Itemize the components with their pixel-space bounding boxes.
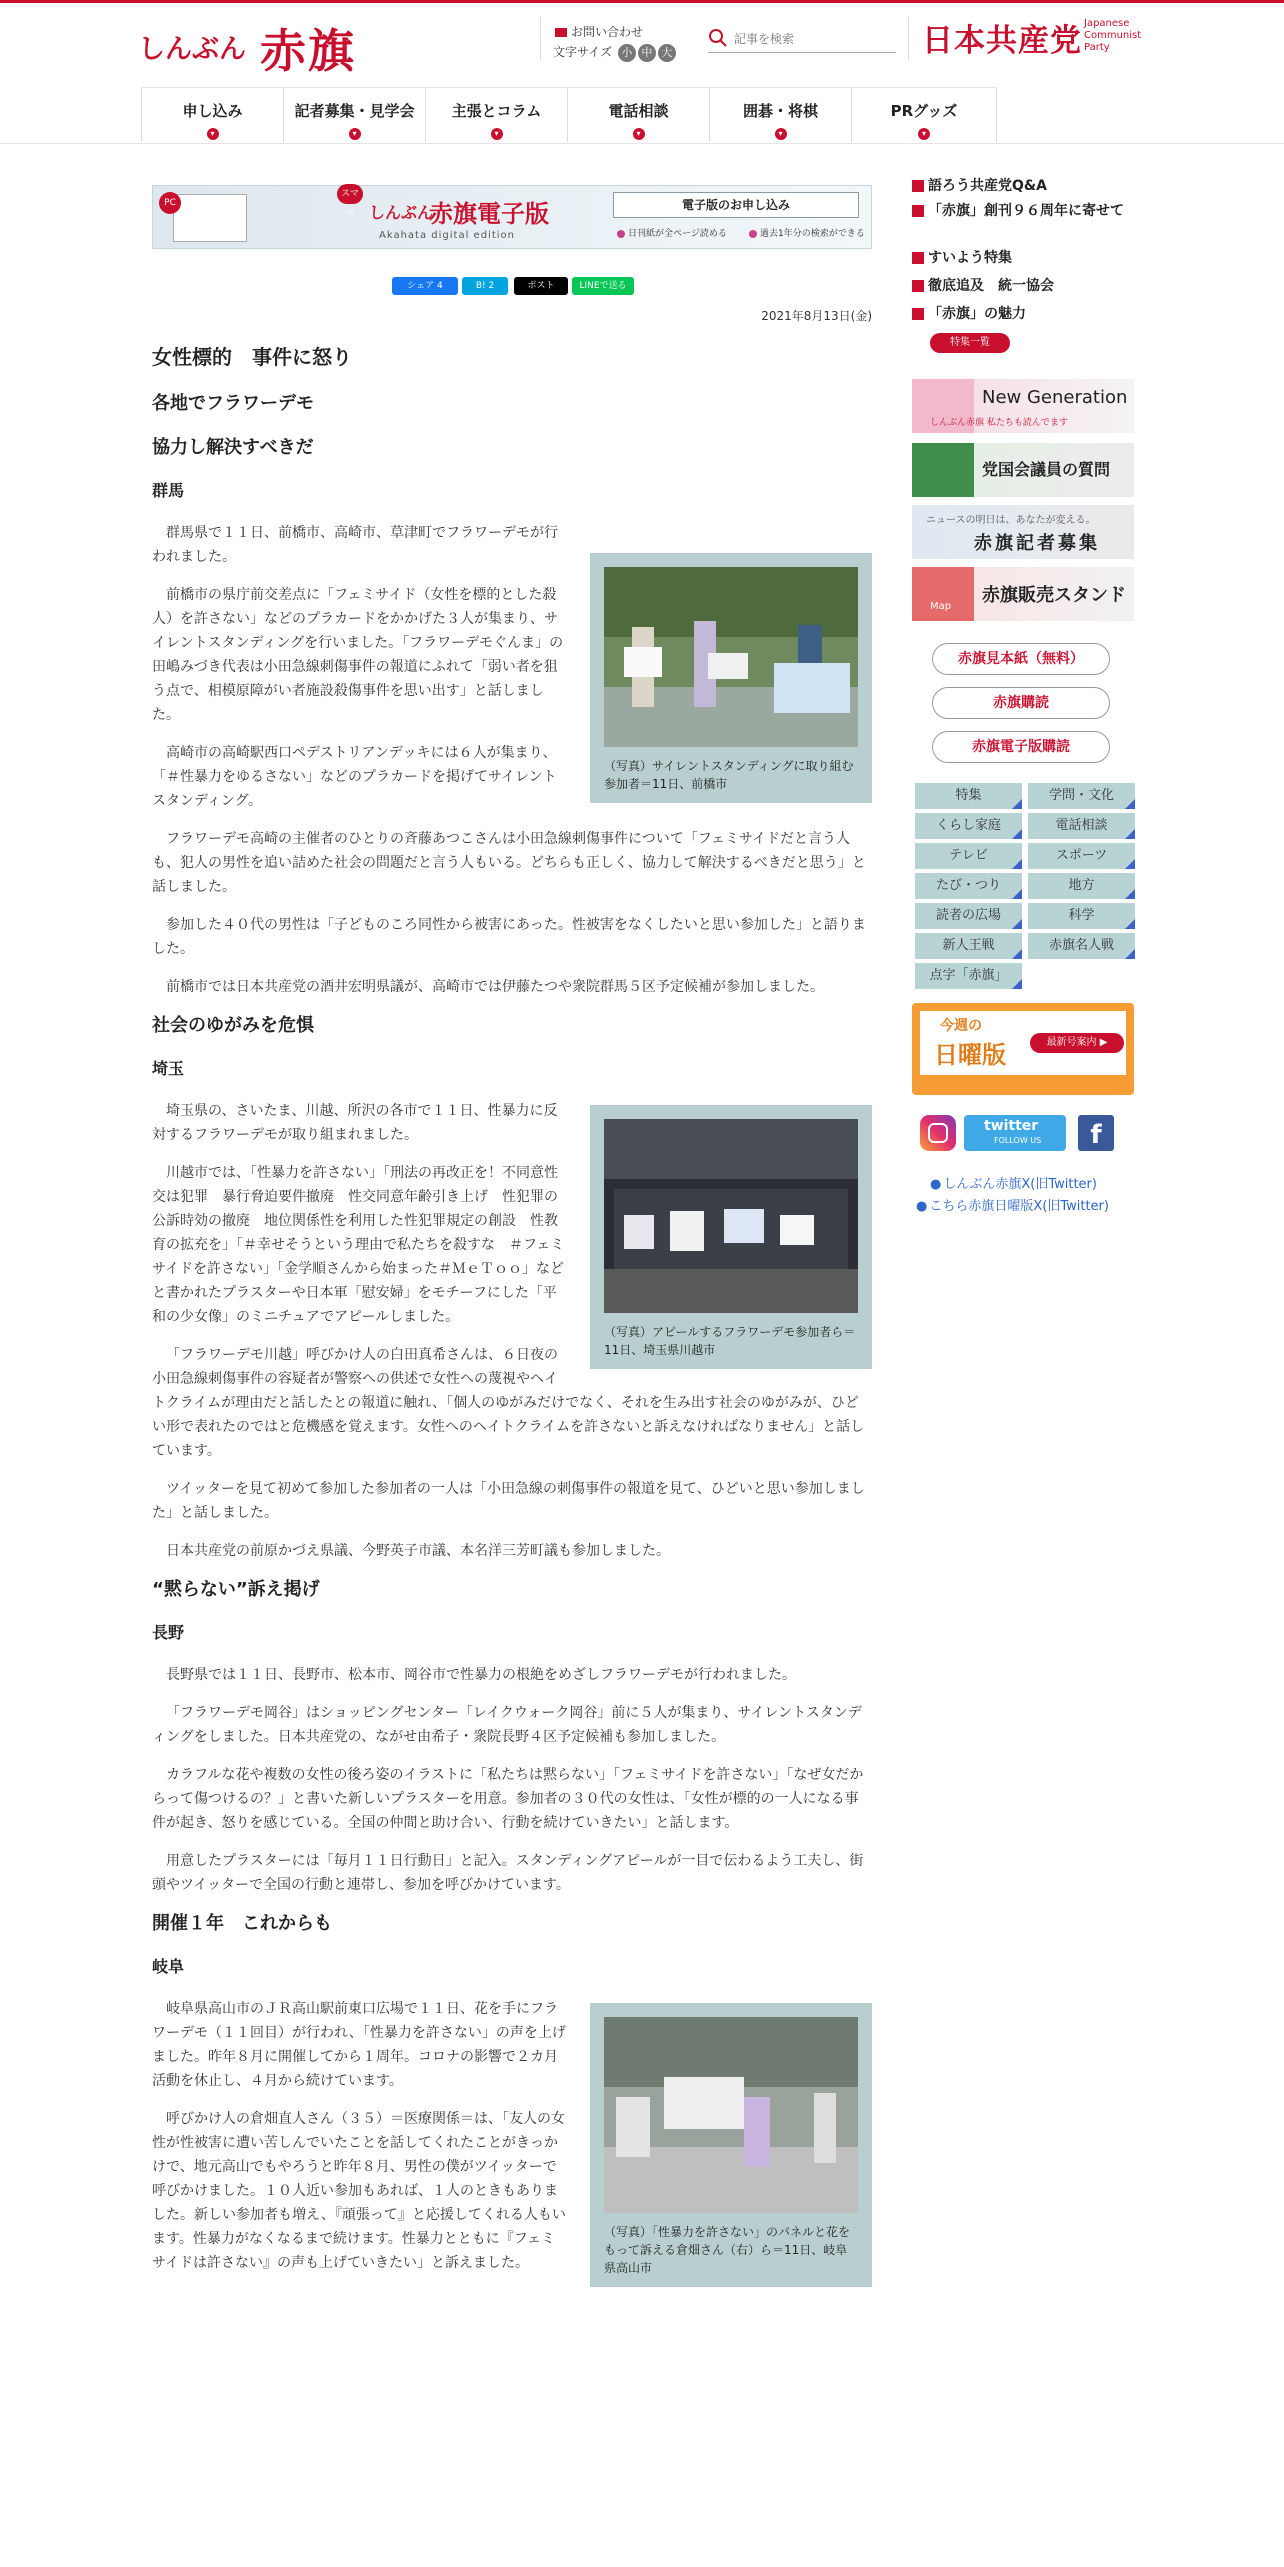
category-link[interactable]: 電話相談 [1028,813,1135,839]
chevron-down-icon: ▾ [918,128,930,140]
paragraph: ツイッターを見て初めて参加した参加者の一人は「小田急線の刺傷事件の報道を見て、ひどいと思い参加しました」と話しました。 [152,1481,865,1521]
logo-big-text: 赤旗 [260,24,356,78]
nav-label: 主張とコラム [451,102,542,120]
contact-link[interactable] [555,23,643,40]
category-link[interactable]: 特集 [915,783,1022,809]
sidebar-link-unification-church[interactable]: 徹底追及 統一協会 [912,275,1054,295]
logo-small-text: しんぶん [138,34,246,65]
nav-item-go-shogi[interactable] [709,88,851,142]
paragraph: 日本共産党の前原かづえ県議、今野英子市議、本名洋三芳町議も参加しました。 [166,1543,670,1559]
paragraph: カラフルな花や複数の女性の後ろ姿のイラストに「私たちは黙らない」「フェミサイドを許さない」「なぜ女だからって傷つけるの？」と書いた新しいプラスターを用意。参加者の３０代の女性は、「女性が標的の一人になる事件が起き、怒りを感じている。全国の仲間と助け合い、行動を続けていきたい」と話します。 [152,1767,864,1831]
x-post-button[interactable]: ポスト [514,277,568,295]
photo-caption: （写真）アピールするフラワーデモ参加者ら＝11日、埼玉県川越市 [604,1325,856,1357]
photo-silent-standing[interactable] [604,567,858,747]
article-subtitle: 協力し解決すべきだ [152,437,314,458]
header-divider [540,17,541,61]
chevron-down-icon: ▾ [633,128,645,140]
contact-label: お問い合わせ [571,25,644,39]
promo-subtitle: ニュースの明日は、あなたが変える。 [926,515,1096,526]
nav-label: 電話相談 [608,102,669,120]
promo-sales-stand[interactable] [912,567,1134,621]
article-title: 女性標的 事件に怒り [152,345,352,369]
nav-label: 申し込み [182,102,243,120]
paragraph: 「フラワーデモ川越」呼びかけ人の白田真希さんは、６日夜の小田急線刺傷事件の容疑者が警察への供述で女性への蔑視やヘイトクライムが理由だと話したとの報道に触れ、「個人のゆがみだけでなく、それを生み出す社会のゆがみが、ひどい形で表れたのではと危機感を覚えます。女性へのヘイトクライムを許さないと訴えなければなりません」と話しています。 [152,1347,865,1459]
paragraph: 川越市では、「性暴力を許さない」「刑法の再改正を！不同意性交は犯罪 暴行脅迫要件撤廃 性交同意年齢引き上げ 性犯罪の公訴時効の撤廃 地位関係性を利用した性犯罪規定の創設 性教育の拡充を」「＃幸せそうという理由で私たちを殺すな ＃フェミサイドを許さない」「金学順さんから始まった＃ＭｅＴｏｏ」などと書かれたプラスターや日本軍「慰安婦」をモチーフにした「平和の少女像」のミニチュアでアピールしました。 [152,1165,565,1325]
map-icon: Map [912,567,974,621]
banner-bullet: 日刊紙が全ページ読める [617,226,727,239]
category-link[interactable]: 新人王戦 [915,933,1022,959]
banner-apply-button[interactable]: 電子版のお申し込み [613,192,859,218]
nav-item-phone[interactable] [567,88,709,142]
text-size-label: 文字サイズ [553,45,613,59]
line-share-button[interactable]: LINEで送る [572,277,634,295]
pc-badge: PC [159,192,181,214]
sidebar-link-appeal[interactable]: 「赤旗」の魅力 [912,303,1026,323]
photo-figure [590,1105,872,1369]
promo-title: 党国会議員の質問 [982,460,1111,479]
nav-item-opinion[interactable] [425,88,567,142]
mail-icon [555,28,567,37]
bullet-icon [912,308,924,320]
paragraph: 群馬県で１１日、前橋市、高崎市、草津町でフラワーデモが行われました。 [152,525,558,565]
sidebar-link-wednesday[interactable]: すいよう特集 [912,247,1012,267]
bullet-icon [912,280,924,292]
category-link[interactable]: くらし家庭 [915,813,1022,839]
paragraph: 参加した４０代の男性は「子どものころ同性から被害にあった。性被害をなくしたいと思い参加した」と語りました。 [152,917,866,957]
smartphone-badge: スマホ [337,184,363,204]
promo-title: New Generation [982,387,1128,408]
text-size-medium-button[interactable]: 中 [638,44,656,62]
instagram-icon[interactable] [920,1115,956,1151]
sunday-edition-inner [920,1011,1126,1075]
category-link[interactable]: 読者の広場 [915,903,1022,929]
photo-figure [590,2003,872,2287]
paragraph: 埼玉県の、さいたま、川越、所沢の各市で１１日、性暴力に反対するフラワーデモが取り組まれました。 [152,1103,558,1143]
article-date: 2021年8月13日(金) [761,309,872,323]
photo-caption: （写真）「性暴力を許さない」のパネルと花をもって訴える倉畑さん（右）ら＝11日、岐阜県高山市 [604,2225,851,2275]
category-link[interactable]: テレビ [915,843,1022,869]
banner-subtitle: Akahata digital edition [379,230,515,241]
digital-edition-banner[interactable] [152,185,872,249]
promo-subtitle: しんぶん赤旗 私たちも読んでます [930,418,1068,428]
paragraph: 高崎市の高崎駅西口ペデストリアンデッキには６人が集まり、「＃性暴力をゆるさない」などのプラカードを掲げてサイレントスタンディング。 [152,745,557,809]
category-link[interactable]: 点字「赤旗」 [915,963,1022,989]
article-body [152,343,872,2299]
subscribe-button[interactable]: 赤旗購読 [932,687,1110,719]
category-link[interactable]: スポーツ [1028,843,1135,869]
text-size-small-button[interactable]: 小 [618,44,636,62]
x-link-akahata[interactable]: ● しんぶん赤旗X(旧Twitter) [930,1173,1097,1192]
search-box [708,25,896,53]
category-link[interactable]: たび・つり [915,873,1022,899]
chevron-down-icon: ▾ [207,128,219,140]
sunday-edition-banner[interactable] [912,1003,1134,1095]
chevron-down-icon: ▾ [775,128,787,140]
header-divider [908,17,909,61]
paragraph: 長野県では１１日、長野市、松本市、岡谷市で性暴力の根絶をめざしフラワーデモが行われました。 [166,1667,796,1683]
paragraph: 岐阜県高山市のＪＲ高山駅前東口広場で１１日、花を手にフラワーデモ（１１回目）が行われ、「性暴力を許さない」の声を上げました。昨年８月に開催してから１周年。コロナの影響で２カ月活動を休止し、４月から続けています。 [152,2001,566,2089]
latest-issue-button[interactable]: 最新号案内 ▶ [1030,1033,1124,1053]
x-link-sunday[interactable]: ● こちら赤旗日曜版X(旧Twitter) [916,1195,1109,1214]
category-link[interactable]: 科学 [1028,903,1135,929]
banner-title-small: しんぶん [369,203,434,222]
promo-reporter-recruit[interactable] [912,505,1134,559]
photo-figure [590,553,872,803]
sunday-label-small: 今週の [940,1018,982,1034]
bullet-icon [912,205,924,217]
section-heading: 社会のゆがみを危惧 [152,1015,314,1036]
paragraph: フラワーデモ高崎の主催者のひとりの斉藤あつこさんは小田急線刺傷事件について「フェミサイドだと言う人も、犯人の男性を追い詰めた社会の問題だと言う人もいる。どちらも正しく、協力して解決するべきだと思う」と話しました。 [152,831,866,895]
jcp-logo-jp: 日本共産党 [922,23,1082,59]
promo-diet-questions[interactable] [912,443,1134,497]
promo-title: 赤旗販売スタンド [982,585,1126,606]
banner-title: 赤旗電子版 [429,200,549,228]
sidebar-link-qa[interactable]: 語ろう共産党Q&A [912,175,1047,195]
nav-item-apply[interactable] [141,88,283,142]
nav-label: 記者募集・見学会 [294,102,415,120]
jcp-logo-en: Japanese Communist Party [1084,18,1142,53]
diet-building-icon [912,443,974,497]
section-heading: 開催１年 これからも [152,1913,332,1934]
paragraph: 前橋市では日本共産党の酒井宏明県議が、高崎市では伊藤たつや衆院群馬５区予定候補が参加しました。 [166,979,824,995]
facebook-icon[interactable]: f [1078,1115,1114,1151]
photo-takayama[interactable] [604,2017,858,2213]
region-heading: 長野 [152,1623,185,1642]
photo-appeal[interactable] [604,1119,858,1313]
sample-paper-button[interactable]: 赤旗見本紙（無料） [932,643,1110,675]
region-heading: 岐阜 [152,1957,185,1976]
bullet-icon [912,180,924,192]
nav-item-recruit[interactable] [283,88,425,142]
paragraph: 「フラワーデモ岡谷」はショッピングセンター「レイクウォーク岡谷」前に５人が集まり、サイレントスタンディングをしました。日本共産党の、ながせ由希子・衆院長野４区予定候補も参加しました。 [152,1705,862,1745]
bullet-icon [912,252,924,264]
category-link[interactable]: 赤旗名人戦 [1028,933,1135,959]
category-link[interactable]: 学問・文化 [1028,783,1135,809]
sidebar [912,3,1152,1233]
main-nav [141,87,997,143]
twitter-label: twitter [984,1118,1039,1134]
chevron-down-icon: ▾ [491,128,503,140]
device-illustration [173,194,247,242]
promo-new-generation[interactable] [912,379,1134,433]
nav-label: 囲碁・将棋 [742,102,818,120]
twitter-follow-button[interactable] [964,1115,1066,1151]
digital-subscribe-button[interactable]: 赤旗電子版購読 [932,731,1110,763]
paragraph: 用意したプラスターには「毎月１１日行動日」と記入。スタンディングアピールが一目で伝わるよう工夫し、街頭やツイッターで全国の行動と連帯し、参加を呼びかけています。 [152,1853,864,1893]
facebook-share-button[interactable]: シェア 4 [392,277,458,295]
nav-label: PRグッズ [890,102,958,120]
paragraph: 呼びかけ人の倉畑直人さん（３５）＝医療関係＝は、「友人の女性が性被害に遭い苦しんでいたことを話してくれたことがきっかけで、地元高山でもやろうと昨年８月、男性の僕がツイッターで呼びかけました。１０人近い参加もあれば、１人のときもありました。新しい参加者も増え、『頑張って』と応援してくれる人もいます。性暴力がなくなるまで続けます。性暴力とともに『フェミサイドは許さない』の声も上げていきたい」と訴えました。 [152,2111,566,2271]
text-size-control [553,43,676,62]
article-subtitle: 各地でフラワーデモ [152,393,314,414]
photo-caption: （写真）サイレントスタンディングに取り組む参加者＝11日、前橋市 [604,759,854,791]
category-link[interactable]: 地方 [1028,873,1135,899]
search-icon[interactable] [708,28,728,48]
sidebar-link-anniversary[interactable]: 「赤旗」創刊９６周年に寄せて [912,203,1134,220]
twitter-follow-label: FOLLOW US [994,1136,1042,1145]
sunday-label: 日曜版 [934,1041,1006,1069]
section-heading: “黙らない”訴え掲げ [152,1579,320,1600]
banner-bullet: 過去1年分の検索ができる [749,226,865,239]
search-input[interactable] [734,28,894,50]
text-size-large-button[interactable]: 大 [658,44,676,62]
promo-title: 赤旗記者募集 [974,533,1100,554]
hatena-bookmark-button[interactable]: B! 2 [462,277,508,295]
special-list-button[interactable]: 特集一覧 [930,333,1010,353]
region-heading: 埼玉 [152,1059,185,1078]
chevron-down-icon: ▾ [349,128,361,140]
region-heading: 群馬 [152,481,185,500]
paragraph: 前橋市の県庁前交差点に「フェミサイド（女性を標的とした殺人）を許さない」などのプラカードをかかげた３人が集まり、サイレントスタンディングを行いました。「フラワーデモぐんま」の田嶋みづき代表は小田急線刺傷事件の報道にふれて「弱い者を狙う点で、相模原障がい者施設殺傷事件を思い出す」と話しました。 [152,587,564,723]
